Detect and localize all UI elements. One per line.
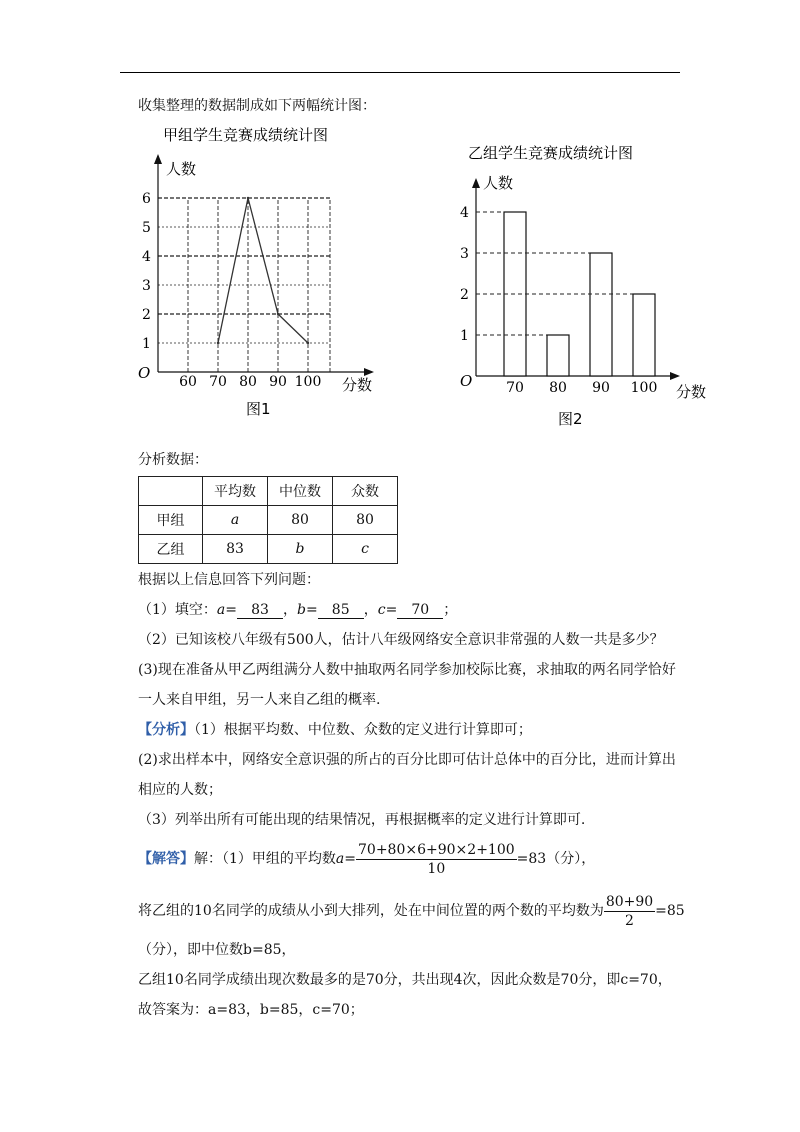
y-axis-label: 人数 — [483, 174, 514, 192]
jieda-label: 【解答】 — [138, 851, 194, 867]
y-tick-label: 4 — [142, 249, 151, 265]
x-axis-label: 分数 — [676, 383, 707, 401]
x-axis-label: 分数 — [342, 376, 373, 394]
bar — [633, 294, 655, 376]
y-axis-arrow — [154, 154, 162, 164]
question-1: （1）填空：a= 83 ，b= 85 ，c= 70 ； — [138, 602, 458, 618]
jieda-1-prefix: 解：（1）甲组的平均数 — [194, 851, 336, 867]
question-intro: 根据以上信息回答下列问题： — [138, 572, 320, 588]
q1-prefix: （1）填空： — [138, 602, 217, 618]
jieda-2-prefix: 将乙组的10名同学的成绩从小到大排列，处在中间位置的两个数的平均数为 — [138, 903, 604, 919]
solution-line-5: 故答案为：a=83，b=85，c=70； — [138, 1002, 364, 1018]
x-tick-label: 80 — [549, 380, 567, 396]
q1-b-label: b — [297, 602, 306, 618]
q1-c-answer: 70 — [397, 602, 443, 619]
jieda-1-suffix: =83（分）， — [516, 851, 596, 867]
chart-title: 乙组学生竞赛成绩统计图 — [468, 144, 634, 162]
fraction-denominator: 10 — [427, 860, 446, 877]
question-2: （2）已知该校八年级有500人，估计八年级网络安全意识非常强的人数一共是多少？ — [138, 632, 664, 648]
chart-jia-group — [130, 122, 390, 422]
y-tick-label: 1 — [142, 336, 151, 352]
x-tick-label: 70 — [209, 374, 227, 390]
jieda-2-suffix: =85 — [655, 903, 685, 919]
table-cell: 80 — [333, 506, 398, 535]
chart-title: 甲组学生竞赛成绩统计图 — [163, 126, 329, 144]
bar — [590, 253, 612, 376]
table-cell: 乙组 — [139, 535, 203, 564]
table-header-mode: 众数 — [333, 477, 398, 506]
origin-label: O — [460, 372, 473, 390]
fraction-numerator: 70+80×6+90×2+100 — [358, 841, 515, 858]
y-tick-label: 2 — [460, 287, 469, 303]
y-tick-label: 3 — [142, 278, 151, 294]
table-cell: 甲组 — [139, 506, 203, 535]
data-point — [247, 197, 249, 199]
x-tick-label: 70 — [506, 380, 524, 396]
table-header-row — [139, 477, 398, 506]
q1-b-answer: 85 — [318, 602, 364, 619]
data-point — [217, 342, 219, 344]
fenxi-2a: (2)求出样本中，网络安全意识强的所占的百分比即可估计总体中的百分比，进而计算出 — [138, 752, 676, 768]
analysis-label: 分析数据： — [138, 452, 208, 468]
q1-a-label: a — [216, 602, 226, 618]
x-axis-arrow — [670, 372, 680, 380]
q1-a-answer: 83 — [237, 602, 283, 619]
y-tick-label: 2 — [142, 307, 151, 323]
series-line — [218, 198, 308, 343]
x-tick-label: 80 — [239, 374, 257, 390]
y-tick-label: 1 — [460, 328, 469, 344]
table-cell: 83 — [203, 535, 268, 564]
intro-text: 收集整理的数据制成如下两幅统计图： — [138, 98, 376, 114]
y-tick-label: 5 — [142, 220, 151, 236]
x-axis-arrow — [364, 368, 374, 376]
table-cell — [139, 477, 203, 506]
table-header-mean: 平均数 — [203, 477, 268, 506]
y-tick-label: 3 — [460, 246, 469, 262]
x-tick-label: 60 — [179, 374, 197, 390]
table-header-median: 中位数 — [268, 477, 333, 506]
fraction-numerator: 80+90 — [605, 893, 654, 910]
q1-c-label: c — [377, 602, 386, 618]
table-cell: a — [203, 506, 268, 535]
y-tick-label: 6 — [142, 191, 151, 207]
solution-line-4: 乙组10名同学成绩出现次数最多的是70分，共出现4次，因此众数是70分，即c=70， — [138, 972, 672, 988]
analysis-section — [138, 720, 532, 740]
table-row — [139, 506, 398, 535]
data-point — [307, 342, 309, 344]
fraction-mean — [356, 841, 517, 878]
header-rule — [120, 72, 680, 73]
fenxi-3: （3）列举出所有可能出现的结果情况，再根据概率的定义进行计算即可. — [138, 812, 586, 828]
question-3-line-2: 一人来自甲组，另一人来自乙组的概率. — [138, 692, 381, 708]
y-axis-arrow — [472, 178, 480, 188]
x-tick-label: 100 — [630, 380, 658, 396]
solution-line-1: 【解答】解：（1）甲组的平均数a= $\frac{70+80\times 6+90\times 2+100}{10}$ =83（分）， — [138, 841, 596, 877]
x-tick-label: 90 — [592, 380, 610, 396]
fenxi-label: 【分析】 — [138, 722, 194, 738]
y-axis-label: 人数 — [166, 160, 197, 178]
table-row — [139, 535, 398, 564]
chart-yi-group — [450, 140, 720, 430]
fenxi-1: （1）根据平均数、中位数、众数的定义进行计算即可； — [194, 722, 532, 738]
origin-label: O — [138, 364, 151, 382]
fenxi-2b: 相应的人数； — [138, 782, 222, 798]
fraction-denominator: 2 — [625, 912, 634, 929]
data-point — [277, 313, 279, 315]
table-cell: c — [333, 535, 398, 564]
table-cell: 80 — [268, 506, 333, 535]
x-tick-label: 100 — [294, 374, 322, 390]
x-tick-label: 90 — [269, 374, 287, 390]
solution-line-2 — [138, 892, 685, 930]
fraction-median — [604, 893, 655, 930]
solution-line-3: （分），即中位数b=85， — [138, 942, 296, 958]
stats-table — [138, 476, 398, 564]
bar — [547, 335, 569, 376]
chart-caption: 图1 — [246, 400, 271, 418]
y-tick-label: 4 — [460, 205, 469, 221]
table-cell: b — [268, 535, 333, 564]
question-3-line-1: (3)现在准备从甲乙两组满分人数中抽取两名同学参加校际比赛，求抽取的两名同学恰好 — [138, 662, 676, 678]
chart-caption: 图2 — [558, 410, 583, 428]
